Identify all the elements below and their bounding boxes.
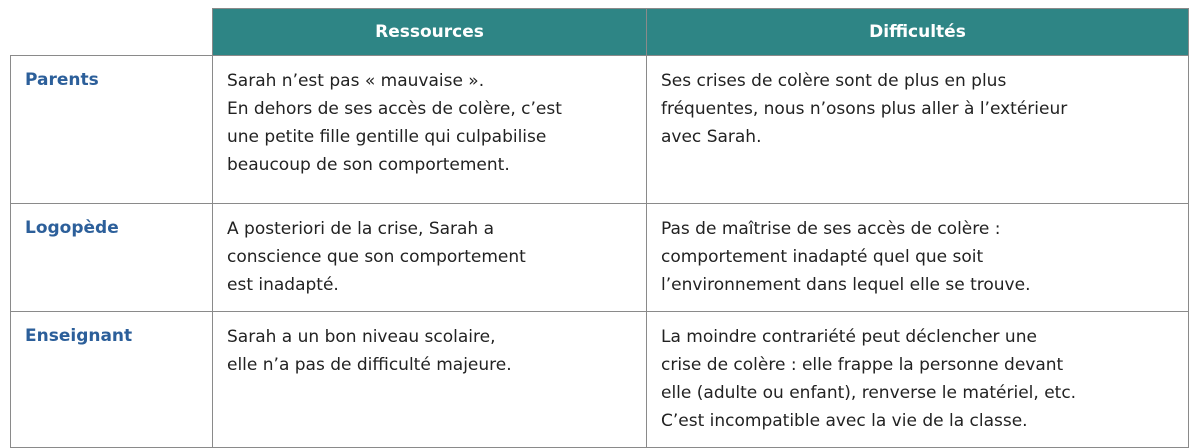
cell-text-line: elle n’a pas de difficulté majeure. (227, 355, 512, 375)
difficulties-cell-logopede (647, 204, 1189, 312)
table-row (11, 312, 1189, 448)
resources-cell-enseignant (213, 312, 647, 448)
cell-text-line: Ses crises de colère sont de plus en plus (661, 71, 1007, 91)
difficulties-cell-parents (647, 56, 1189, 204)
comparison-table-container (10, 8, 1188, 448)
cell-text-line: Sarah a un bon niveau scolaire, (227, 327, 496, 347)
row-label-logopede: Logopède (11, 204, 213, 312)
cell-text-line: l’environnement dans lequel elle se trouve. (661, 275, 1031, 295)
cell-text-line: elle (adulte ou enfant), renverse le matériel, etc. (661, 383, 1077, 403)
cell-text-line: beaucoup de son comportement. (227, 155, 510, 175)
cell-text-line: est inadapté. (227, 275, 339, 295)
header-resources: Ressources (213, 9, 647, 56)
cell-text-line: conscience que son comportement (227, 247, 526, 267)
table-header-row (11, 9, 1189, 56)
difficulties-cell-enseignant (647, 312, 1189, 448)
cell-text-line: fréquentes, nous n’osons plus aller à l’extérieur (661, 99, 1068, 119)
table-row (11, 56, 1189, 204)
resources-difficulties-table (10, 8, 1189, 448)
cell-text-line: comportement inadapté quel que soit (661, 247, 984, 267)
table-row (11, 204, 1189, 312)
cell-text-line: avec Sarah. (661, 127, 762, 147)
cell-text-line: En dehors de ses accès de colère, c’est (227, 99, 562, 119)
row-label-enseignant: Enseignant (11, 312, 213, 448)
cell-text-line: La moindre contrariété peut déclencher une (661, 327, 1037, 347)
row-label-parents: Parents (11, 56, 213, 204)
cell-text-line: une petite fille gentille qui culpabilise (227, 127, 547, 147)
cell-text-line: A posteriori de la crise, Sarah a (227, 219, 495, 239)
cell-text-line: C’est incompatible avec la vie de la classe. (661, 411, 1028, 431)
resources-cell-logopede (213, 204, 647, 312)
header-difficulties: Difficultés (647, 9, 1189, 56)
cell-text-line: crise de colère : elle frappe la personne devant (661, 355, 1064, 375)
cell-text-line: Sarah n’est pas « mauvaise ». (227, 71, 485, 91)
header-empty-corner (11, 9, 213, 56)
cell-text-line: Pas de maîtrise de ses accès de colère : (661, 219, 1001, 239)
resources-cell-parents (213, 56, 647, 204)
